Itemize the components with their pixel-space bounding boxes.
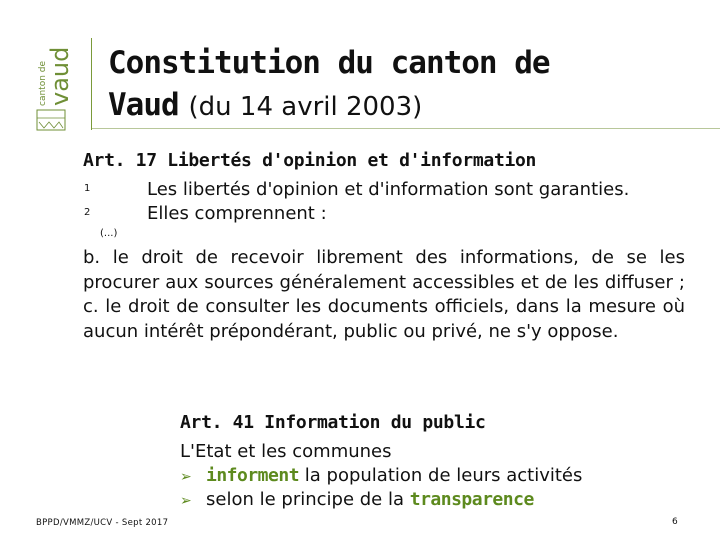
art17-paragraph: b. le droit de recevoir librement des informations, de se les procurer aux sources généralement accessibles et de les diffuser ; c. le droit de consulter les documents officiels, dans la mesure où aucun intérêt prépondérant, public ou privé, ne s'y oppose. <box>83 247 685 342</box>
canton-vaud-logo <box>30 34 74 134</box>
title-line1: Constitution du canton de <box>108 45 550 81</box>
title-vaud: Vaud <box>108 87 179 123</box>
page-number: 6 <box>672 517 678 527</box>
art17-line1-number: 1 <box>84 183 91 194</box>
art41-heading: Art. 41 Information du public <box>180 412 486 433</box>
art41-bullet2 <box>180 489 534 510</box>
footer-text: BPPD/VMMZ/UCV - Sept 2017 <box>36 518 169 528</box>
header-horizontal-rule <box>92 128 720 129</box>
arrow-bullet-icon: ➢ <box>180 493 192 509</box>
bullet2-start: selon le principe de la <box>206 489 410 510</box>
logo-small-text: canton de <box>38 60 48 106</box>
page-title <box>108 42 550 128</box>
logo-shield-icon <box>37 110 65 130</box>
arrow-bullet-icon: ➢ <box>180 469 192 485</box>
art17-ellipsis: (...) <box>100 228 118 239</box>
bullet1-rest: la population de leurs activités <box>299 465 583 486</box>
art17-line2-number: 2 <box>84 207 91 218</box>
art41-line1: L'Etat et les communes <box>180 441 392 462</box>
title-date: (du 14 avril 2003) <box>188 92 423 122</box>
art17-heading: Art. 17 Libertés d'opinion et d'information <box>83 150 537 171</box>
art17-line2: Elles comprennent : <box>147 203 327 224</box>
logo-big-text: vaud <box>46 46 74 106</box>
header-vertical-rule <box>91 38 92 130</box>
highlight-informent: informent <box>206 465 300 486</box>
highlight-transparence: transparence <box>409 489 534 510</box>
art41-bullet1 <box>180 465 582 486</box>
art17-line1: Les libertés d'opinion et d'information sont garanties. <box>147 179 630 200</box>
